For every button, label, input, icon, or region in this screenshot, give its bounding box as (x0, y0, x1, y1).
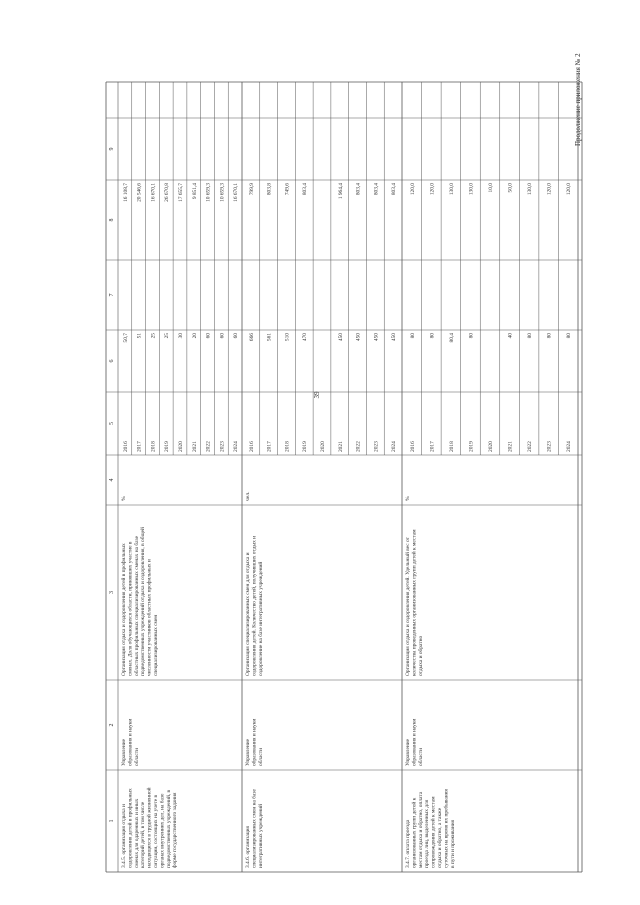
indicator (245, 536, 264, 676)
svg-text:Организация специализированных: Организация специализированных смен для отдыха и (245, 552, 251, 676)
svg-text:области: области (133, 747, 140, 766)
appendix-caption: Продолжение приложения № 2 (574, 53, 582, 146)
finance-value: 26 670,8 (164, 183, 171, 202)
year-cell: 2018 (284, 441, 291, 452)
year-cell: 2023 (546, 441, 553, 452)
finance-value: 10 659,3 (219, 183, 226, 202)
indicator-value: 450 (355, 333, 362, 342)
svg-text:численности участников областн: численности участников областных профильных и (146, 559, 153, 676)
finance-value: 50,0 (507, 183, 514, 193)
year-cell: 2017 (429, 441, 436, 452)
year-cell: 2018 (448, 441, 455, 452)
indicator-value: 470 (302, 333, 309, 342)
column-number: 2 (109, 723, 115, 727)
year-cell: 2022 (527, 441, 534, 452)
indicator-value: 60 (233, 333, 240, 339)
year-cell: 2024 (233, 441, 240, 452)
year-cell: 2022 (355, 441, 362, 452)
indicator-value: 450 (373, 333, 380, 342)
year-cell: 2023 (373, 441, 380, 452)
indicator-value: 20 (191, 333, 198, 339)
page-number: 39 (313, 391, 321, 399)
svg-text:области: области (417, 747, 424, 766)
svg-text:Управление: Управление (245, 738, 251, 766)
year-cell: 2016 (409, 441, 416, 452)
unit: % (405, 496, 411, 501)
finance-value: 120,0 (566, 183, 573, 196)
column-number: 3 (109, 591, 115, 594)
indicator-value: 51 (136, 333, 143, 339)
svg-text:оздоровления детей в профильны: оздоровления детей в профильных (127, 788, 134, 868)
svg-text:интегративных учреждений: интегративных учреждений (257, 803, 264, 868)
finance-value: 120,0 (429, 183, 436, 196)
svg-text:3.4.5. организация отдыха и: 3.4.5. организация отдыха и (121, 804, 127, 868)
svg-text:в пути и проживания: в пути и проживания (449, 819, 456, 868)
indicator-value: 450 (337, 333, 344, 342)
indicator-value: 80 (429, 333, 436, 339)
svg-text:проезда лиц, выделенных для: проезда лиц, выделенных для (424, 799, 431, 868)
finance-value: 9 851,4 (191, 183, 198, 200)
indicator (404, 529, 424, 676)
svg-text:сопровождения детей к местам: сопровождения детей к местам (430, 796, 437, 868)
indicator-value: 60 (219, 333, 226, 339)
indicator-value: 25 (150, 333, 157, 339)
year-cell: 2019 (164, 441, 171, 452)
indicator-value: 80 (527, 333, 534, 339)
column-number: 9 (109, 147, 115, 151)
indicator-value: 80,4 (448, 333, 455, 343)
svg-text:подведомственных учреждений от: подведомственных учреждений отдыха и оздоровления, в общей (140, 527, 147, 676)
finance-value: 130,0 (527, 183, 534, 196)
measure-name (121, 787, 178, 868)
year-cell: 2017 (136, 441, 143, 452)
finance-value: 10 659,3 (205, 183, 212, 202)
unit: % (121, 496, 127, 501)
finance-value: 803,4 (302, 183, 309, 196)
finance-value: 16 670,1 (233, 183, 240, 202)
svg-text:Организация отдыха и оздоровле: Организация отдыха и оздоровления детей. Удельный вес от (405, 537, 411, 676)
measure-name (245, 789, 264, 868)
indicator-value: 30 (178, 333, 184, 339)
indicator-value: 561 (266, 333, 273, 342)
svg-text:находящихся в трудной жизненно: находящихся в трудной жизненной (146, 787, 153, 868)
indicator-value: 80 (566, 333, 573, 339)
indicator-value: 50,7 (122, 333, 129, 343)
svg-text:специализированных смен: специализированных смен (153, 614, 159, 676)
svg-text:образования и науки: образования и науки (127, 718, 134, 766)
indicator-value: 510 (284, 333, 291, 342)
year-cell: 2017 (266, 441, 273, 452)
svg-text:отдыха и обратно: отдыха и обратно (417, 635, 424, 676)
finance-value: 803,4 (391, 183, 398, 196)
year-cell: 2024 (566, 441, 573, 452)
finance-value: 16 670,1 (150, 183, 157, 202)
indicator (120, 527, 159, 676)
indicator-value: 60 (205, 333, 212, 339)
year-cell: 2016 (248, 441, 255, 452)
finance-value: 130,0 (448, 183, 455, 196)
indicator-value: 40 (507, 333, 514, 339)
svg-text:областных профильных специализ: областных профильных специализированных сменах на базе (133, 536, 140, 676)
finance-value: 803,4 (355, 183, 362, 196)
measure-name (405, 788, 456, 868)
column-number: 7 (109, 293, 115, 297)
finance-value: 799,9 (248, 183, 255, 196)
svg-text:органах внутренних дел, на баз: органах внутренних дел, на базе (159, 793, 166, 868)
svg-text:категорий детей, в том числе: категорий детей, в том числе (140, 801, 147, 868)
svg-text:образования и науки: образования и науки (251, 718, 258, 766)
svg-text:Организация отдыха и оздоровле: Организация отдыха и оздоровления детей в профильных (121, 543, 127, 676)
svg-text:сменах для одаренных и иных: сменах для одаренных и иных (133, 798, 140, 868)
year-cell: 2021 (507, 441, 514, 452)
year-cell: 2016 (122, 441, 129, 452)
year-cell: 2019 (468, 441, 475, 452)
indicator-value: 80 (409, 333, 416, 339)
svg-text:подведомственных учреждений, в: подведомственных учреждений, в (165, 789, 172, 868)
finance-value: 803,8 (266, 183, 273, 196)
svg-text:форме государственного задания: форме государственного задания (172, 792, 179, 868)
svg-text:образования и науки: образования и науки (411, 718, 418, 766)
finance-value: 16 108,7 (122, 183, 129, 202)
finance-value: 10,0 (488, 183, 494, 193)
year-cell: 2021 (337, 441, 344, 452)
year-cell: 2022 (205, 441, 212, 452)
year-cell: 2023 (219, 441, 226, 452)
year-cell: 2020 (488, 441, 494, 452)
svg-text:отдыха и обратно, а также: отдыха и обратно, а также (437, 807, 443, 868)
year-cell: 2020 (178, 441, 184, 452)
column-number: 1 (109, 819, 115, 823)
indicator-value: 80 (546, 333, 553, 339)
svg-text:оздоровления детей. Количество: оздоровления детей. Количество детей, получивших отдых и (251, 535, 258, 676)
executor (405, 719, 424, 766)
year-cell: 2020 (320, 441, 326, 452)
svg-text:местам отдыха и обратно, оплат: местам отдыха и обратно, оплата (417, 791, 424, 868)
indicator-value: 666 (248, 333, 255, 342)
column-number: 5 (109, 422, 115, 425)
year-cell: 2019 (302, 441, 309, 452)
svg-text:количества проведенных организ: количества проведенных организованных групп детей к местам (411, 529, 418, 676)
svg-text:ситуации, состоящих на учете в: ситуации, состоящих на учете в (153, 794, 159, 868)
unit: чел. (245, 491, 251, 501)
svg-text:организованных групп детей к: организованных групп детей к (411, 797, 418, 868)
svg-text:сменах. Доля обучающихся облас: сменах. Доля обучающихся области, принявших участие в (127, 541, 134, 676)
finance-value: 130,0 (468, 183, 475, 196)
svg-text:Управление: Управление (405, 738, 411, 766)
svg-text:3.4.7. оплата проезда: 3.4.7. оплата проезда (405, 819, 411, 868)
svg-text:3.4.6. организация: 3.4.6. организация (245, 825, 251, 868)
finance-value: 17 655,7 (178, 183, 184, 202)
year-cell: 2021 (191, 441, 198, 452)
svg-text:области: области (257, 747, 264, 766)
column-number: 4 (109, 478, 115, 482)
finance-value: 120,0 (546, 183, 553, 196)
svg-text:Управление: Управление (121, 738, 127, 766)
indicator-value: 450 (391, 333, 398, 342)
column-number: 8 (109, 218, 115, 222)
finance-value: 749,6 (284, 183, 291, 196)
finance-value: 1 964,4 (337, 183, 344, 200)
finance-value: 120,0 (409, 183, 416, 196)
finance-value: 803,4 (373, 183, 380, 196)
indicator-value: 25 (164, 333, 171, 339)
indicator-value: 80 (468, 333, 475, 339)
year-cell: 2018 (150, 441, 157, 452)
svg-text:суточных на время их пребывани: суточных на время их пребывания (443, 789, 450, 868)
year-cell: 2024 (391, 441, 398, 452)
executor (121, 719, 140, 766)
column-number: 6 (109, 359, 115, 363)
finance-value: 20 546,6 (136, 183, 143, 202)
svg-text:оздоровление на базе интеграти: оздоровление на базе интегративных учреждений (257, 561, 264, 676)
svg-text:специализированных смен на баз: специализированных смен на базе (251, 789, 258, 868)
executor (245, 719, 264, 766)
